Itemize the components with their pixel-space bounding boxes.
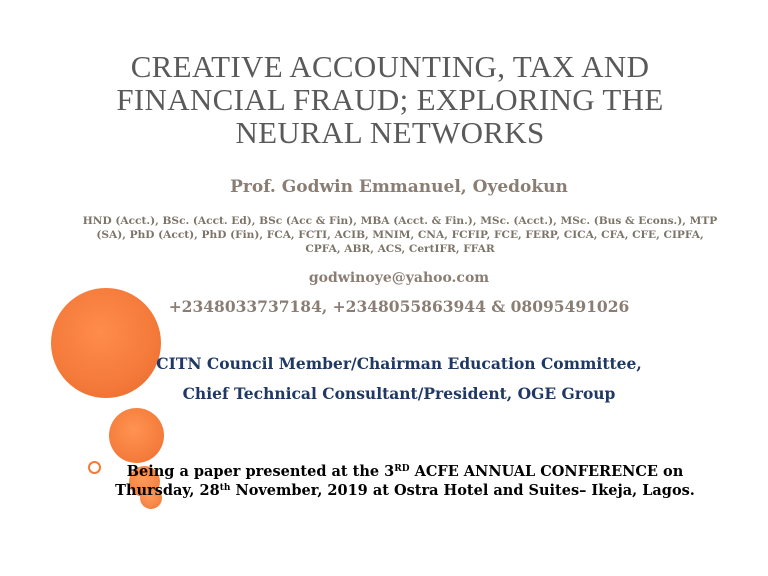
note-line2-start: Thursday, 28 xyxy=(115,482,220,499)
author-phones: +2348033737184, +2348055863944 & 08095491026 xyxy=(168,297,630,316)
note-line1-end: ACFE ANNUAL CONFERENCE on xyxy=(409,463,684,480)
ordinal-suffix-th: th xyxy=(219,483,231,493)
presentation-note-line-2 xyxy=(60,481,750,500)
author-role-citn: CITN Council Member/Chairman Education Committee, xyxy=(156,354,642,373)
author-role-oge: Chief Technical Consultant/President, OGE Group xyxy=(182,384,616,403)
slide-title: CREATIVE ACCOUNTING, TAX AND FINANCIAL FRAUD; EXPLORING THE NEURAL NETWORKS xyxy=(116,49,664,150)
note-line1-start: Being a paper presented at the 3 xyxy=(126,463,395,480)
presentation-note xyxy=(60,462,750,500)
ordinal-suffix-rd: RD xyxy=(394,464,410,474)
author-name: Prof. Godwin Emmanuel, Oyedokun xyxy=(230,177,568,197)
decorative-circle-medium xyxy=(109,408,164,463)
author-email: godwinoye@yahoo.com xyxy=(308,270,490,286)
presentation-note-line-1 xyxy=(60,462,750,481)
author-credentials: HND (Acct.), BSc. (Acct. Ed), BSc (Acc & Fin), MBA (Acct. & Fin.), MSc. (Acct.), MSc. (Bus & Econs.), MTP (SA), PhD (Acct), PhD (Fin), FCA, FCTI, ACIB, MNIM, CNA, FCFIP, FCE, FERP, CICA, CFA, CFE, CIPFA, CPFA, ABR, ACS, CertIFR, FFAR xyxy=(82,215,718,255)
note-line2-end: November, 2019 at Ostra Hotel and Suites– Ikeja, Lagos. xyxy=(230,482,695,499)
